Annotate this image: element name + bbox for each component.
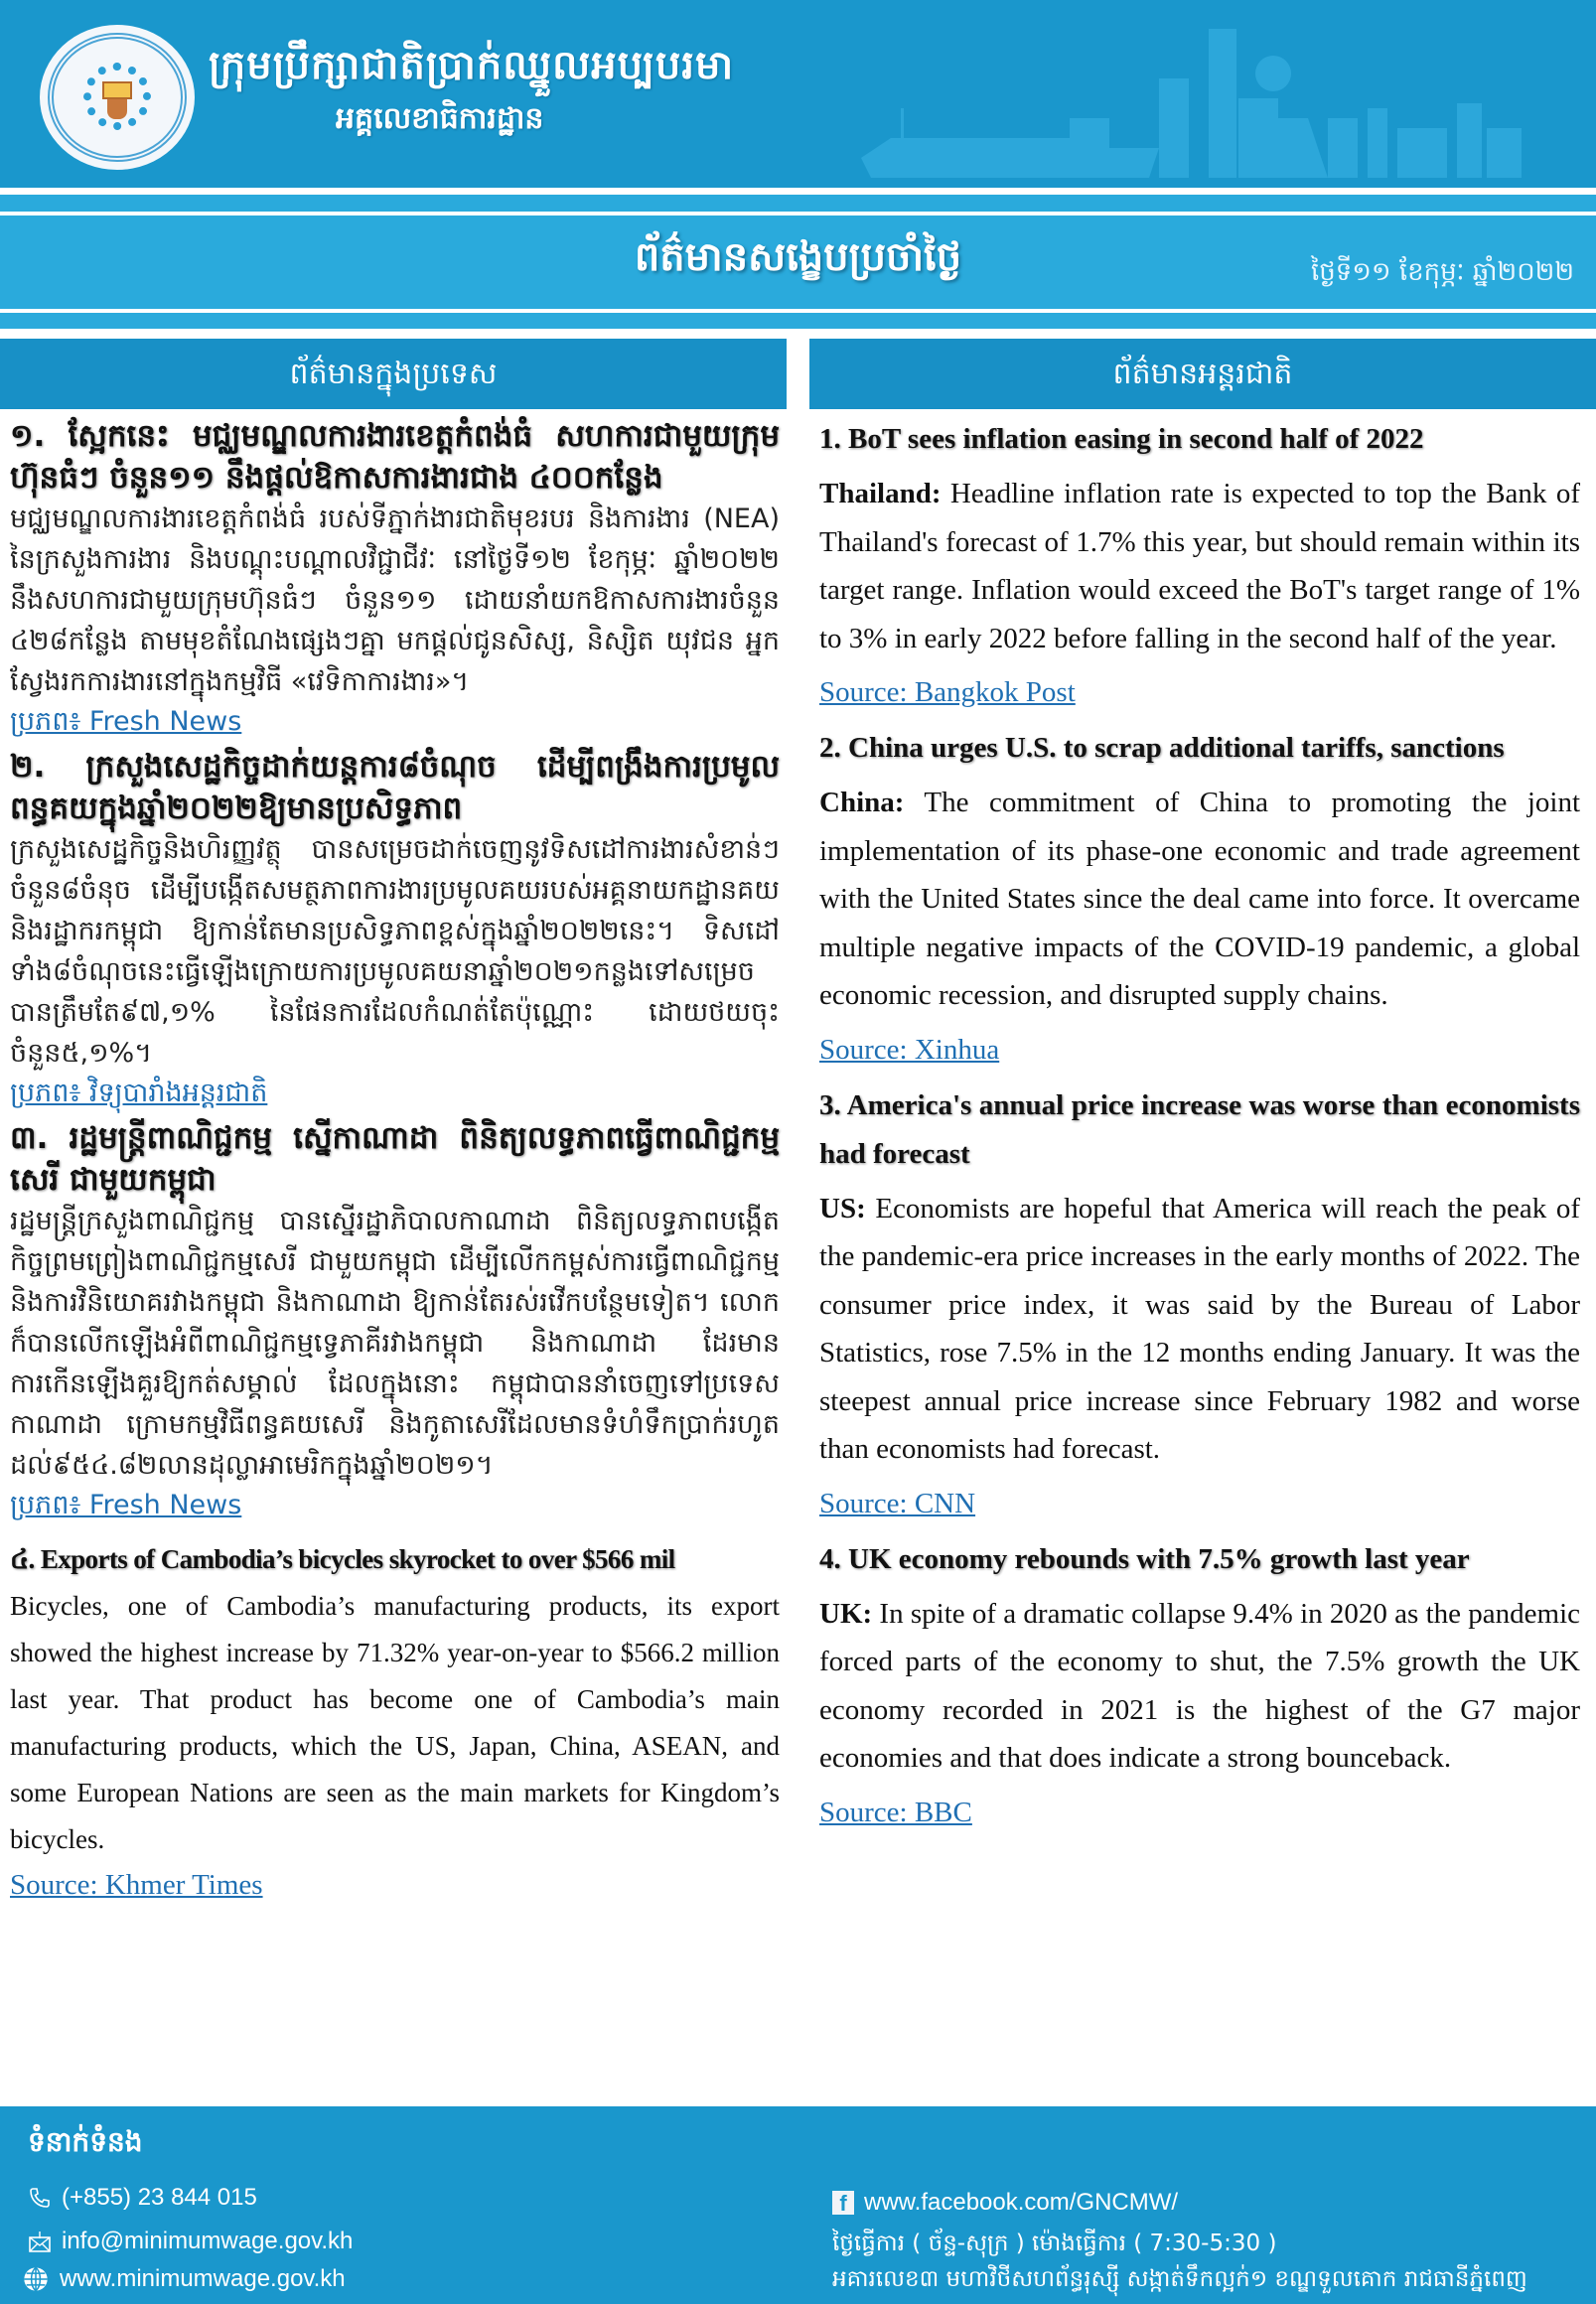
pedestal-icon	[107, 99, 127, 119]
domestic-news-header: ព័ត៌មានក្នុងប្រទេស	[0, 339, 787, 409]
news-body: ក្រសួងសេដ្ឋកិច្ចនិងហិរញ្ញវត្ថុ បានសម្រេចដាក់ចេញនូវទិសដៅការងារសំខាន់ៗចំនួន៨ចំនុច ដើម្បីបង្កើតសមត្ថភាពការងារប្រមូលគយរបស់អគ្គនាយកដ្ឋានគយនិងរដ្ឋាករកម្ពុជា ឱ្យកាន់តែមានប្រសិទ្ធភាពខ្ពស់ក្នុងឆ្នាំ២០២២នេះ។ ទិសដៅទាំង៨ចំណុចនេះធ្វើឡើងក្រោយការប្រមូលគយនាឆ្នាំ២០២១កន្លងទៅសម្រេចបានត្រឹមតែ៩៧,១% នៃផែនការដែលកំណត់តែប៉ុណ្ណោះ ដោយថយចុះចំនួន៥,១%។	[10, 834, 780, 1069]
news-title: 4. UK economy rebounds with 7.5% growth last year	[819, 1542, 1470, 1575]
news-text: The commitment of China to promoting the joint implementation of its phase-one economic and trade agreement with the United States since the deal came into force. It overcame multiple negative impacts of the COVID-19 pandemic, a global economic recession, and disrupted supply chains.	[819, 787, 1580, 1011]
header-divider-band-lower	[0, 313, 1596, 329]
document-title: ព័ត៌មានសង្ខេបប្រចាំថ្ងៃ	[634, 234, 962, 280]
contact-heading: ទំនាក់ទំនង	[28, 2125, 143, 2158]
phone-icon	[28, 2186, 52, 2210]
email-row	[28, 2228, 353, 2255]
title-band	[0, 216, 1596, 309]
news-title: 1. BoT sees inflation easing in second half of 2022	[819, 423, 1424, 455]
news-body	[819, 1185, 1580, 1474]
news-title: ២. ក្រសួងសេដ្ឋកិច្ចដាក់យន្តការ៨ចំណុច ដើម្បីពង្រឹងការប្រមូលពន្ធគយក្នុងឆ្នាំ២០២២ឱ្យមានប្រសិទ្ធភាព	[10, 749, 780, 826]
phone-row	[28, 2184, 257, 2212]
news-body: មជ្ឈមណ្ឌលការងារខេត្តកំពង់ធំ របស់ទីភ្នាក់ងារជាតិមុខរបរ និងការងារ (NEA) នៃក្រសួងការងារ និងបណ្តុះបណ្តាលវិជ្ជាជីវៈ នៅថ្ងៃទី១២ ខែកុម្ភៈ ឆ្នាំ២០២២ នឹងសហការជាមួយក្រុមហ៊ុនធំៗ ចំនួន១១ ដោយនាំយកឱកាសការងារចំនួន ៤២៨កន្លែង តាមមុខតំណែងផ្សេងៗគ្នា មកផ្តល់ជូនសិស្ស, និស្សិត យុវជន អ្នកស្វែងរកការងារនៅក្នុងកម្មវិធី «វេទិកាការងារ»។	[10, 504, 780, 697]
country-label: Thailand:	[819, 478, 942, 509]
news-body	[819, 779, 1580, 1020]
mail-icon	[28, 2230, 52, 2253]
organization-department: អគ្គលេខាធិការដ្ឋាន	[336, 101, 544, 136]
source-link[interactable]: Source: BBC	[819, 1796, 972, 1828]
source-link[interactable]: Source: CNN	[819, 1487, 976, 1519]
news-item	[819, 415, 1580, 714]
news-text: In spite of a dramatic collapse 9.4% in 2020 as the pandemic forced parts of the economy to shut, the 7.5% growth the UK economy recorded in 2021 is the highest of the G7 major economies and that does indicate a strong bounceback.	[819, 1597, 1580, 1774]
news-text: Economists are hopeful that America will reach the peak of the pandemic-era price increases in the early months of 2022. The consumer price index, it was said by the Bureau of Labor Statistics, rose 7.5% in the 12 months ending January. It was the steepest annual price increase since February 1982 and worse than economists had forecast.	[819, 1192, 1580, 1465]
facebook-icon: f	[832, 2191, 854, 2215]
website-url[interactable]: www.minimumwage.gov.kh	[60, 2265, 346, 2292]
ministry-seal-logo	[40, 25, 195, 170]
contact-footer	[0, 2106, 1596, 2304]
news-item	[10, 1117, 780, 1529]
source-link[interactable]: Source: Khmer Times	[10, 1869, 263, 1901]
source-link[interactable]: ប្រភព៖ វិទ្យុបារាំងអន្តរជាតិ	[10, 1078, 268, 1108]
news-body	[819, 1590, 1580, 1783]
news-item	[819, 1535, 1580, 1834]
document-date: ថ្ងៃទី១១ ខែកុម្ភៈ ឆ្នាំ២០២២	[1310, 257, 1574, 287]
website-row	[22, 2265, 346, 2293]
source-link[interactable]: ប្រភព៖ Fresh News	[10, 706, 242, 737]
news-title: 2. China urges U.S. to scrap additional tariffs, sanctions	[819, 732, 1505, 764]
news-item	[819, 724, 1580, 1072]
news-title: ៣. រដ្ឋមន្ត្រីពាណិជ្ជកម្ម ស្នើកាណាដា ពិនិត្យលទ្ធភាពធ្វើពាណិជ្ជកម្មសេរី ជាមួយកម្ពុជា	[10, 1120, 780, 1198]
country-label: China:	[819, 787, 905, 818]
news-title: ១. ស្អែកនេះ មជ្ឈមណ្ឌលការងារខេត្តកំពង់ធំ សហការជាមួយក្រុមហ៊ុនធំៗ ចំនួន១១ នឹងផ្ដល់ឱកាសការងារជាង ៤០០កន្លែង	[10, 418, 780, 496]
organization-name: ក្រុមប្រឹក្សាជាតិប្រាក់ឈ្នួលអប្បបរមា	[209, 43, 735, 88]
news-body	[819, 470, 1580, 662]
source-link[interactable]: Source: Bangkok Post	[819, 676, 1076, 708]
globe-icon	[22, 2265, 50, 2293]
email-address[interactable]: info@minimumwage.gov.kh	[62, 2228, 354, 2254]
news-item	[10, 1539, 780, 1902]
news-item	[10, 415, 780, 746]
news-item	[819, 1081, 1580, 1525]
country-label: UK:	[819, 1597, 873, 1630]
book-emblem-icon	[102, 81, 132, 99]
news-title: 3. America's annual price increase was worse than economists had forecast	[819, 1088, 1580, 1170]
source-link[interactable]: ប្រភព៖ Fresh News	[10, 1490, 242, 1520]
news-item	[10, 746, 780, 1117]
country-label: US:	[819, 1192, 866, 1224]
international-news-header: ព័ត៌មានអន្តរជាតិ	[809, 339, 1596, 409]
news-text: Headline inflation rate is expected to top the Bank of Thailand's forecast of 1.7% this year, but should remain within its target range. Inflation would exceed the BoT's target range of 1% to 3% in early 2022 before falling in the second half of the year.	[819, 478, 1580, 654]
city-port-skyline-illustration	[772, 9, 1566, 188]
facebook-url[interactable]: www.facebook.com/GNCMW/	[864, 2189, 1179, 2216]
working-hours: ថ្ងៃធ្វើការ ( ច័ន្ទ-សុក្រ ) ម៉ោងធ្វើការ ( 7:30-5:30 )	[832, 2231, 1277, 2256]
source-link[interactable]: Source: Xinhua	[819, 1033, 1000, 1066]
phone-number[interactable]: (+855) 23 844 015	[62, 2184, 257, 2211]
domestic-news-column	[10, 415, 780, 1902]
office-address: អគារលេខ៣ មហាវិថីសហព័ន្ធរុស្ស៊ី សង្កាត់ទឹកល្អក់១ ខណ្ឌទួលគោក រាជធានីភ្នំពេញ	[832, 2266, 1527, 2292]
header-banner	[0, 0, 1596, 188]
news-body: រដ្ឋមន្ត្រីក្រសួងពាណិជ្ជកម្ម បានស្នើរដ្ឋាភិបាលកាណាដា ពិនិត្យលទ្ធភាពបង្កើតកិច្ចព្រមព្រៀងពាណិជ្ជកម្មសេរី ជាមួយកម្ពុជា ដើម្បីលើកកម្ពស់ការធ្វើពាណិជ្ជកម្ម និងការវិនិយោគរវាងកម្ពុជា និងកាណាដា ឱ្យកាន់តែរស់រវើកបន្ថែមទៀត។ លោកក៏បានលើកឡើងអំពីពាណិជ្ជកម្មទ្វេភាគីរវាងកម្ពុជា និងកាណាដា ដែរមានការកើនឡើងគួរឱ្យកត់សម្គាល់ ដែលក្នុងនោះ កម្ពុជាបាននាំចេញទៅប្រទេសកាណាដា ក្រោមកម្មវិធីពន្ធគយសេរី និងកូតាសេរីដែលមានទំហំទឹកប្រាក់រហូតដល់៩៥៤.៨២លានដុល្លាអាមេរិកក្នុងឆ្នាំ២០២១។	[10, 1206, 780, 1481]
international-news-column	[819, 415, 1580, 1844]
header-divider-band	[0, 195, 1596, 212]
news-title: ៤. Exports of Cambodia’s bicycles skyrocket to over $566 mil	[10, 1544, 675, 1574]
facebook-row	[832, 2189, 1178, 2217]
news-body: Bicycles, one of Cambodia’s manufacturing products, its export showed the highest increase by 71.32% year-on-year to $566.2 million last year. That product has become one of Cambodia’s main manufacturing products, which the US, Japan, China, ASEAN, and some European Nations are seen as the main markets for Kingdom’s bicycles.	[10, 1591, 780, 1854]
